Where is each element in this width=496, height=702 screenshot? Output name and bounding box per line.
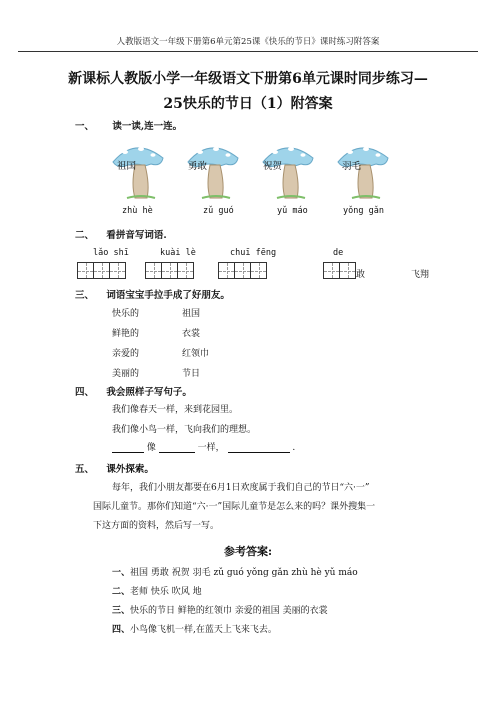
example-sentence: 我们像春天一样，来到花园里。 (112, 405, 239, 415)
section5-label: 课外探索。 (106, 464, 154, 475)
answer-number: 四、 (112, 625, 131, 635)
pinyin-item: zǔ guó (203, 206, 234, 216)
answer-number: 三、 (112, 606, 131, 616)
pinyin-item: zhù hè (122, 206, 153, 216)
section4-number: 四、 (75, 387, 95, 398)
section2-heading (75, 227, 167, 241)
pinyin-item: lǎo shī (93, 248, 129, 258)
template-word: 一样， (197, 443, 225, 453)
pinyin-item: yǔ máo (277, 206, 308, 216)
mushroom-word: 羽毛 (342, 161, 362, 172)
section1-label: 读一读,连一连。 (112, 121, 183, 132)
paragraph-line: 下这方面的资料，然后写一写。 (93, 521, 220, 531)
mushroom-word: 勇敢 (188, 161, 208, 172)
match-left-item: 鲜艳的 (112, 329, 140, 339)
answer-number: 二、 (112, 587, 131, 597)
match-left-item: 亲爱的 (112, 349, 140, 359)
writing-grid[interactable] (77, 262, 126, 279)
template-word: 像 (146, 443, 156, 453)
page-header: 人教版语文一年级下册第6单元第25课《快乐的节日》课时练习附答案 (116, 37, 380, 47)
answer-line (112, 603, 328, 616)
section5-number: 五、 (75, 464, 95, 475)
answer-number: 一、 (112, 568, 131, 578)
sentence-template (112, 440, 295, 453)
match-right-item: 红领巾 (182, 349, 210, 359)
match-right-item: 祖国 (182, 309, 201, 319)
section1-number: 一、 (75, 121, 95, 132)
answer-line (112, 565, 358, 578)
section3-number: 三、 (75, 290, 95, 301)
answer-text: 老师 快乐 吹风 地 (130, 587, 202, 597)
mushroom-icon (188, 147, 238, 198)
example-sentence: 我们像小鸟一样，飞向我们的理想。 (112, 425, 257, 435)
mushroom-icon (113, 147, 163, 198)
answer-line (112, 622, 277, 635)
answer-text: 小鸟像飞机一样,在蓝天上飞来飞去。 (130, 625, 277, 635)
answer-line (112, 584, 202, 597)
section2-label: 看拼音写词语. (106, 230, 167, 241)
writing-grid[interactable] (218, 262, 267, 279)
template-word: . (292, 443, 296, 453)
pinyin-item: de (333, 248, 344, 258)
mushroom-icon (338, 147, 388, 198)
answers-title: 参考答案: (223, 545, 273, 558)
pinyin-item: kuài lè (160, 248, 196, 258)
section4-label: 我会照样子写句子。 (106, 387, 192, 398)
writing-grid[interactable] (323, 262, 356, 279)
mushroom-word: 祖国 (117, 161, 137, 172)
mushroom-icon (263, 147, 313, 198)
section4-heading (75, 384, 192, 398)
paragraph-line: 每年，我们小朋友都要在6月1日欢度属于我们自己的节日“六·一” (112, 483, 370, 493)
doc-title-line2: 25快乐的节日（1）附答案 (163, 96, 333, 112)
writing-grid[interactable] (145, 262, 194, 279)
doc-title-line1: 新课标人教版小学一年级语文下册第6单元课时同步练习— (68, 71, 428, 87)
header-divider (18, 51, 478, 52)
match-left-item: 美丽的 (112, 369, 140, 379)
mushroom-word: 祝贺 (263, 161, 283, 172)
section2-number: 二、 (75, 230, 95, 241)
answer-text: 快乐的节日 鲜艳的红领巾 亲爱的祖国 美丽的衣裳 (130, 606, 328, 616)
section3-label: 词语宝宝手拉手成了好朋友。 (106, 290, 230, 301)
pinyin-item: chuī fēng (230, 248, 277, 258)
answer-blank[interactable] (159, 442, 195, 453)
section1-heading (75, 118, 182, 132)
pinyin-item: yǒng gǎn (343, 206, 384, 216)
section3-heading (75, 287, 230, 301)
answer-blank[interactable] (112, 442, 144, 453)
word-suffix: 飞翔 (411, 270, 430, 280)
answer-text: 祖国 勇敢 祝贺 羽毛 zǔ guó yǒng gǎn zhù hè yǔ máo (130, 568, 358, 578)
paragraph-line: 国际儿童节。那你们知道“六·一”国际儿童节是怎么来的吗？课外搜集一 (93, 502, 376, 512)
match-right-item: 衣裳 (182, 329, 201, 339)
answer-blank[interactable] (228, 442, 290, 453)
match-right-item: 节日 (182, 369, 201, 379)
section5-heading (75, 461, 154, 475)
word-suffix: 敢 (356, 270, 366, 280)
match-left-item: 快乐的 (112, 309, 140, 319)
